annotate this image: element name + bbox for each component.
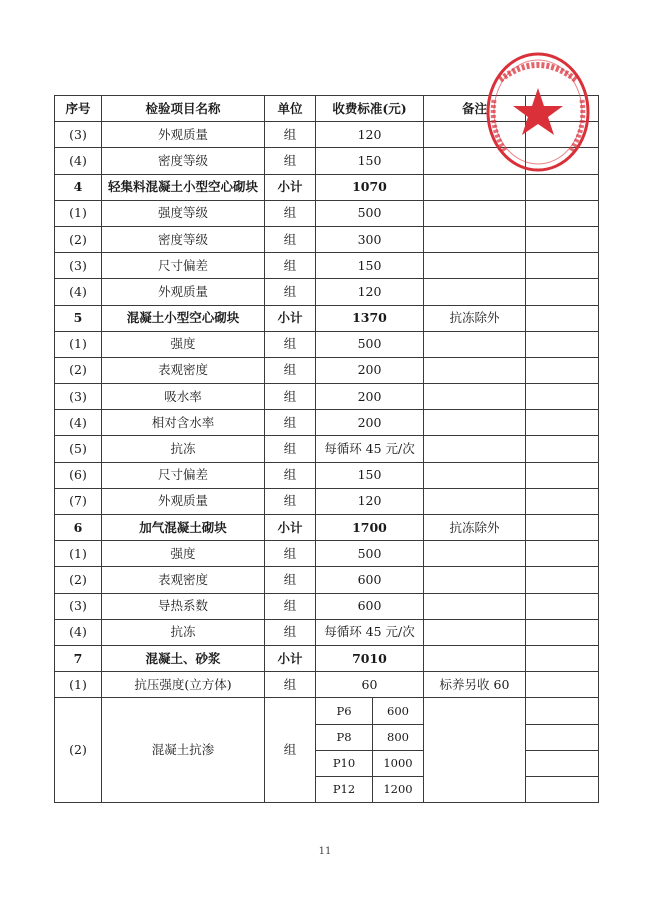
cell-no: (3) [55, 253, 102, 279]
cell-grade: P6 [316, 698, 373, 724]
cell-unit: 小计 [265, 515, 316, 541]
cell-note [424, 619, 526, 645]
cell-name: 密度等级 [102, 226, 265, 252]
cell-grade: P10 [316, 750, 373, 776]
cell-no: (6) [55, 462, 102, 488]
cell-note [424, 384, 526, 410]
cell-fee: 1370 [316, 305, 424, 331]
cell-extra [526, 462, 599, 488]
cell-extra [526, 384, 599, 410]
table-row [55, 384, 599, 410]
cell-name: 外观质量 [102, 488, 265, 514]
cell-fee: 200 [316, 410, 424, 436]
cell-fee: 600 [316, 567, 424, 593]
cell-fee: 200 [316, 384, 424, 410]
cell-grade-fee: 1200 [373, 776, 424, 802]
cell-note [424, 357, 526, 383]
cell-extra [526, 724, 599, 750]
cell-no: (2) [55, 226, 102, 252]
cell-name: 抗压强度(立方体) [102, 672, 265, 698]
cell-note [424, 541, 526, 567]
cell-extra [526, 226, 599, 252]
cell-no: (2) [55, 357, 102, 383]
cell-fee: 200 [316, 357, 424, 383]
seal-mark [488, 54, 588, 170]
cell-fee: 60 [316, 672, 424, 698]
cell-extra [526, 488, 599, 514]
cell-fee: 7010 [316, 645, 424, 671]
cell-note [424, 488, 526, 514]
fee-table [54, 95, 599, 803]
table-row [55, 619, 599, 645]
cell-fee: 120 [316, 122, 424, 148]
cell-note [424, 593, 526, 619]
table-row [55, 567, 599, 593]
cell-name: 尺寸偏差 [102, 253, 265, 279]
cell-no: (3) [55, 593, 102, 619]
official-seal [470, 40, 590, 180]
cell-unit: 组 [265, 357, 316, 383]
table-row [55, 488, 599, 514]
cell-note [424, 567, 526, 593]
cell-no: (4) [55, 619, 102, 645]
cell-unit: 组 [265, 567, 316, 593]
cell-no: (1) [55, 200, 102, 226]
cell-note [424, 698, 526, 803]
cell-extra [526, 305, 599, 331]
cell-fee: 每循环 45 元/次 [316, 619, 424, 645]
header-unit: 单位 [265, 96, 316, 122]
cell-no: (4) [55, 148, 102, 174]
table-section-row [55, 645, 599, 671]
cell-grade-fee: 1000 [373, 750, 424, 776]
cell-extra [526, 672, 599, 698]
cell-fee: 600 [316, 593, 424, 619]
header-fee: 收费标准(元) [316, 96, 424, 122]
cell-fee: 120 [316, 488, 424, 514]
cell-name: 吸水率 [102, 384, 265, 410]
cell-unit: 组 [265, 541, 316, 567]
cell-extra [526, 436, 599, 462]
cell-grade: P8 [316, 724, 373, 750]
cell-fee: 每循环 45 元/次 [316, 436, 424, 462]
table-row [55, 541, 599, 567]
cell-no: 7 [55, 645, 102, 671]
cell-note [424, 200, 526, 226]
cell-no: (4) [55, 410, 102, 436]
cell-no: (5) [55, 436, 102, 462]
cell-name: 外观质量 [102, 279, 265, 305]
cell-grade-fee: 600 [373, 698, 424, 724]
cell-no: (3) [55, 384, 102, 410]
cell-unit: 组 [265, 436, 316, 462]
cell-note [424, 410, 526, 436]
cell-name: 外观质量 [102, 122, 265, 148]
cell-unit: 组 [265, 619, 316, 645]
cell-extra [526, 541, 599, 567]
cell-fee: 300 [316, 226, 424, 252]
cell-fee: 1700 [316, 515, 424, 541]
cell-fee: 150 [316, 148, 424, 174]
cell-no: (1) [55, 541, 102, 567]
cell-note: 标养另收 60 [424, 672, 526, 698]
table-section-row [55, 515, 599, 541]
header-note: 备注 [424, 96, 526, 122]
table-row [55, 226, 599, 252]
cell-unit: 组 [265, 200, 316, 226]
cell-grade: P12 [316, 776, 373, 802]
table-row [55, 279, 599, 305]
cell-unit: 组 [265, 253, 316, 279]
cell-extra [526, 200, 599, 226]
cell-no: 6 [55, 515, 102, 541]
cell-extra [526, 698, 599, 724]
cell-grade-fee: 800 [373, 724, 424, 750]
cell-note [424, 279, 526, 305]
cell-name: 混凝土、砂浆 [102, 645, 265, 671]
header-no: 序号 [55, 96, 102, 122]
cell-extra [526, 593, 599, 619]
cell-name: 混凝土抗渗 [102, 698, 265, 803]
cell-name: 相对含水率 [102, 410, 265, 436]
cell-fee: 500 [316, 331, 424, 357]
cell-name: 表观密度 [102, 357, 265, 383]
cell-extra [526, 776, 599, 802]
cell-no: (7) [55, 488, 102, 514]
cell-extra [526, 279, 599, 305]
cell-unit: 组 [265, 672, 316, 698]
cell-note: 抗冻除外 [424, 515, 526, 541]
cell-extra [526, 357, 599, 383]
cell-extra [526, 253, 599, 279]
cell-no: 5 [55, 305, 102, 331]
cell-unit: 小计 [265, 305, 316, 331]
cell-no: (1) [55, 331, 102, 357]
table-row [55, 357, 599, 383]
cell-unit: 组 [265, 384, 316, 410]
cell-fee: 500 [316, 541, 424, 567]
cell-extra [526, 410, 599, 436]
seal-star-icon [513, 88, 563, 135]
table-row [55, 593, 599, 619]
header-name: 检验项目名称 [102, 96, 265, 122]
cell-unit: 组 [265, 148, 316, 174]
cell-extra [526, 331, 599, 357]
table-row [55, 410, 599, 436]
table-row [55, 462, 599, 488]
cell-name: 强度等级 [102, 200, 265, 226]
cell-name: 尺寸偏差 [102, 462, 265, 488]
table-row [55, 200, 599, 226]
cell-name: 抗冻 [102, 619, 265, 645]
cell-note [424, 226, 526, 252]
cell-note: 抗冻除外 [424, 305, 526, 331]
cell-unit: 组 [265, 488, 316, 514]
cell-no: 4 [55, 174, 102, 200]
cell-unit: 组 [265, 226, 316, 252]
cell-name: 密度等级 [102, 148, 265, 174]
cell-name: 抗冻 [102, 436, 265, 462]
table-section-row [55, 305, 599, 331]
cell-name: 导热系数 [102, 593, 265, 619]
cell-note [424, 331, 526, 357]
cell-note [424, 462, 526, 488]
cell-note [424, 436, 526, 462]
cell-unit: 组 [265, 122, 316, 148]
cell-extra [526, 619, 599, 645]
page-number: 11 [318, 846, 332, 857]
table-row [55, 672, 599, 698]
cell-fee: 150 [316, 462, 424, 488]
cell-no: (4) [55, 279, 102, 305]
cell-note [424, 645, 526, 671]
cell-extra [526, 567, 599, 593]
cell-unit: 组 [265, 279, 316, 305]
table-row [55, 253, 599, 279]
cell-unit: 小计 [265, 174, 316, 200]
table-row [55, 331, 599, 357]
cell-name: 表观密度 [102, 567, 265, 593]
cell-name: 强度 [102, 541, 265, 567]
cell-unit: 组 [265, 462, 316, 488]
cell-extra [526, 515, 599, 541]
cell-fee: 150 [316, 253, 424, 279]
cell-unit: 组 [265, 410, 316, 436]
cell-note [424, 253, 526, 279]
cell-no: (2) [55, 567, 102, 593]
cell-extra [526, 750, 599, 776]
cell-name: 加气混凝土砌块 [102, 515, 265, 541]
cell-unit: 组 [265, 698, 316, 803]
cell-no: (1) [55, 672, 102, 698]
cell-fee: 120 [316, 279, 424, 305]
cell-fee: 500 [316, 200, 424, 226]
cell-name: 轻集料混凝土小型空心砌块 [102, 174, 265, 200]
cell-unit: 组 [265, 593, 316, 619]
cell-no: (3) [55, 122, 102, 148]
table-row [55, 436, 599, 462]
cell-unit: 小计 [265, 645, 316, 671]
cell-no: (2) [55, 698, 102, 803]
cell-unit: 组 [265, 331, 316, 357]
table-row-permeability [55, 698, 599, 724]
cell-name: 强度 [102, 331, 265, 357]
cell-extra [526, 645, 599, 671]
cell-fee: 1070 [316, 174, 424, 200]
cell-name: 混凝土小型空心砌块 [102, 305, 265, 331]
